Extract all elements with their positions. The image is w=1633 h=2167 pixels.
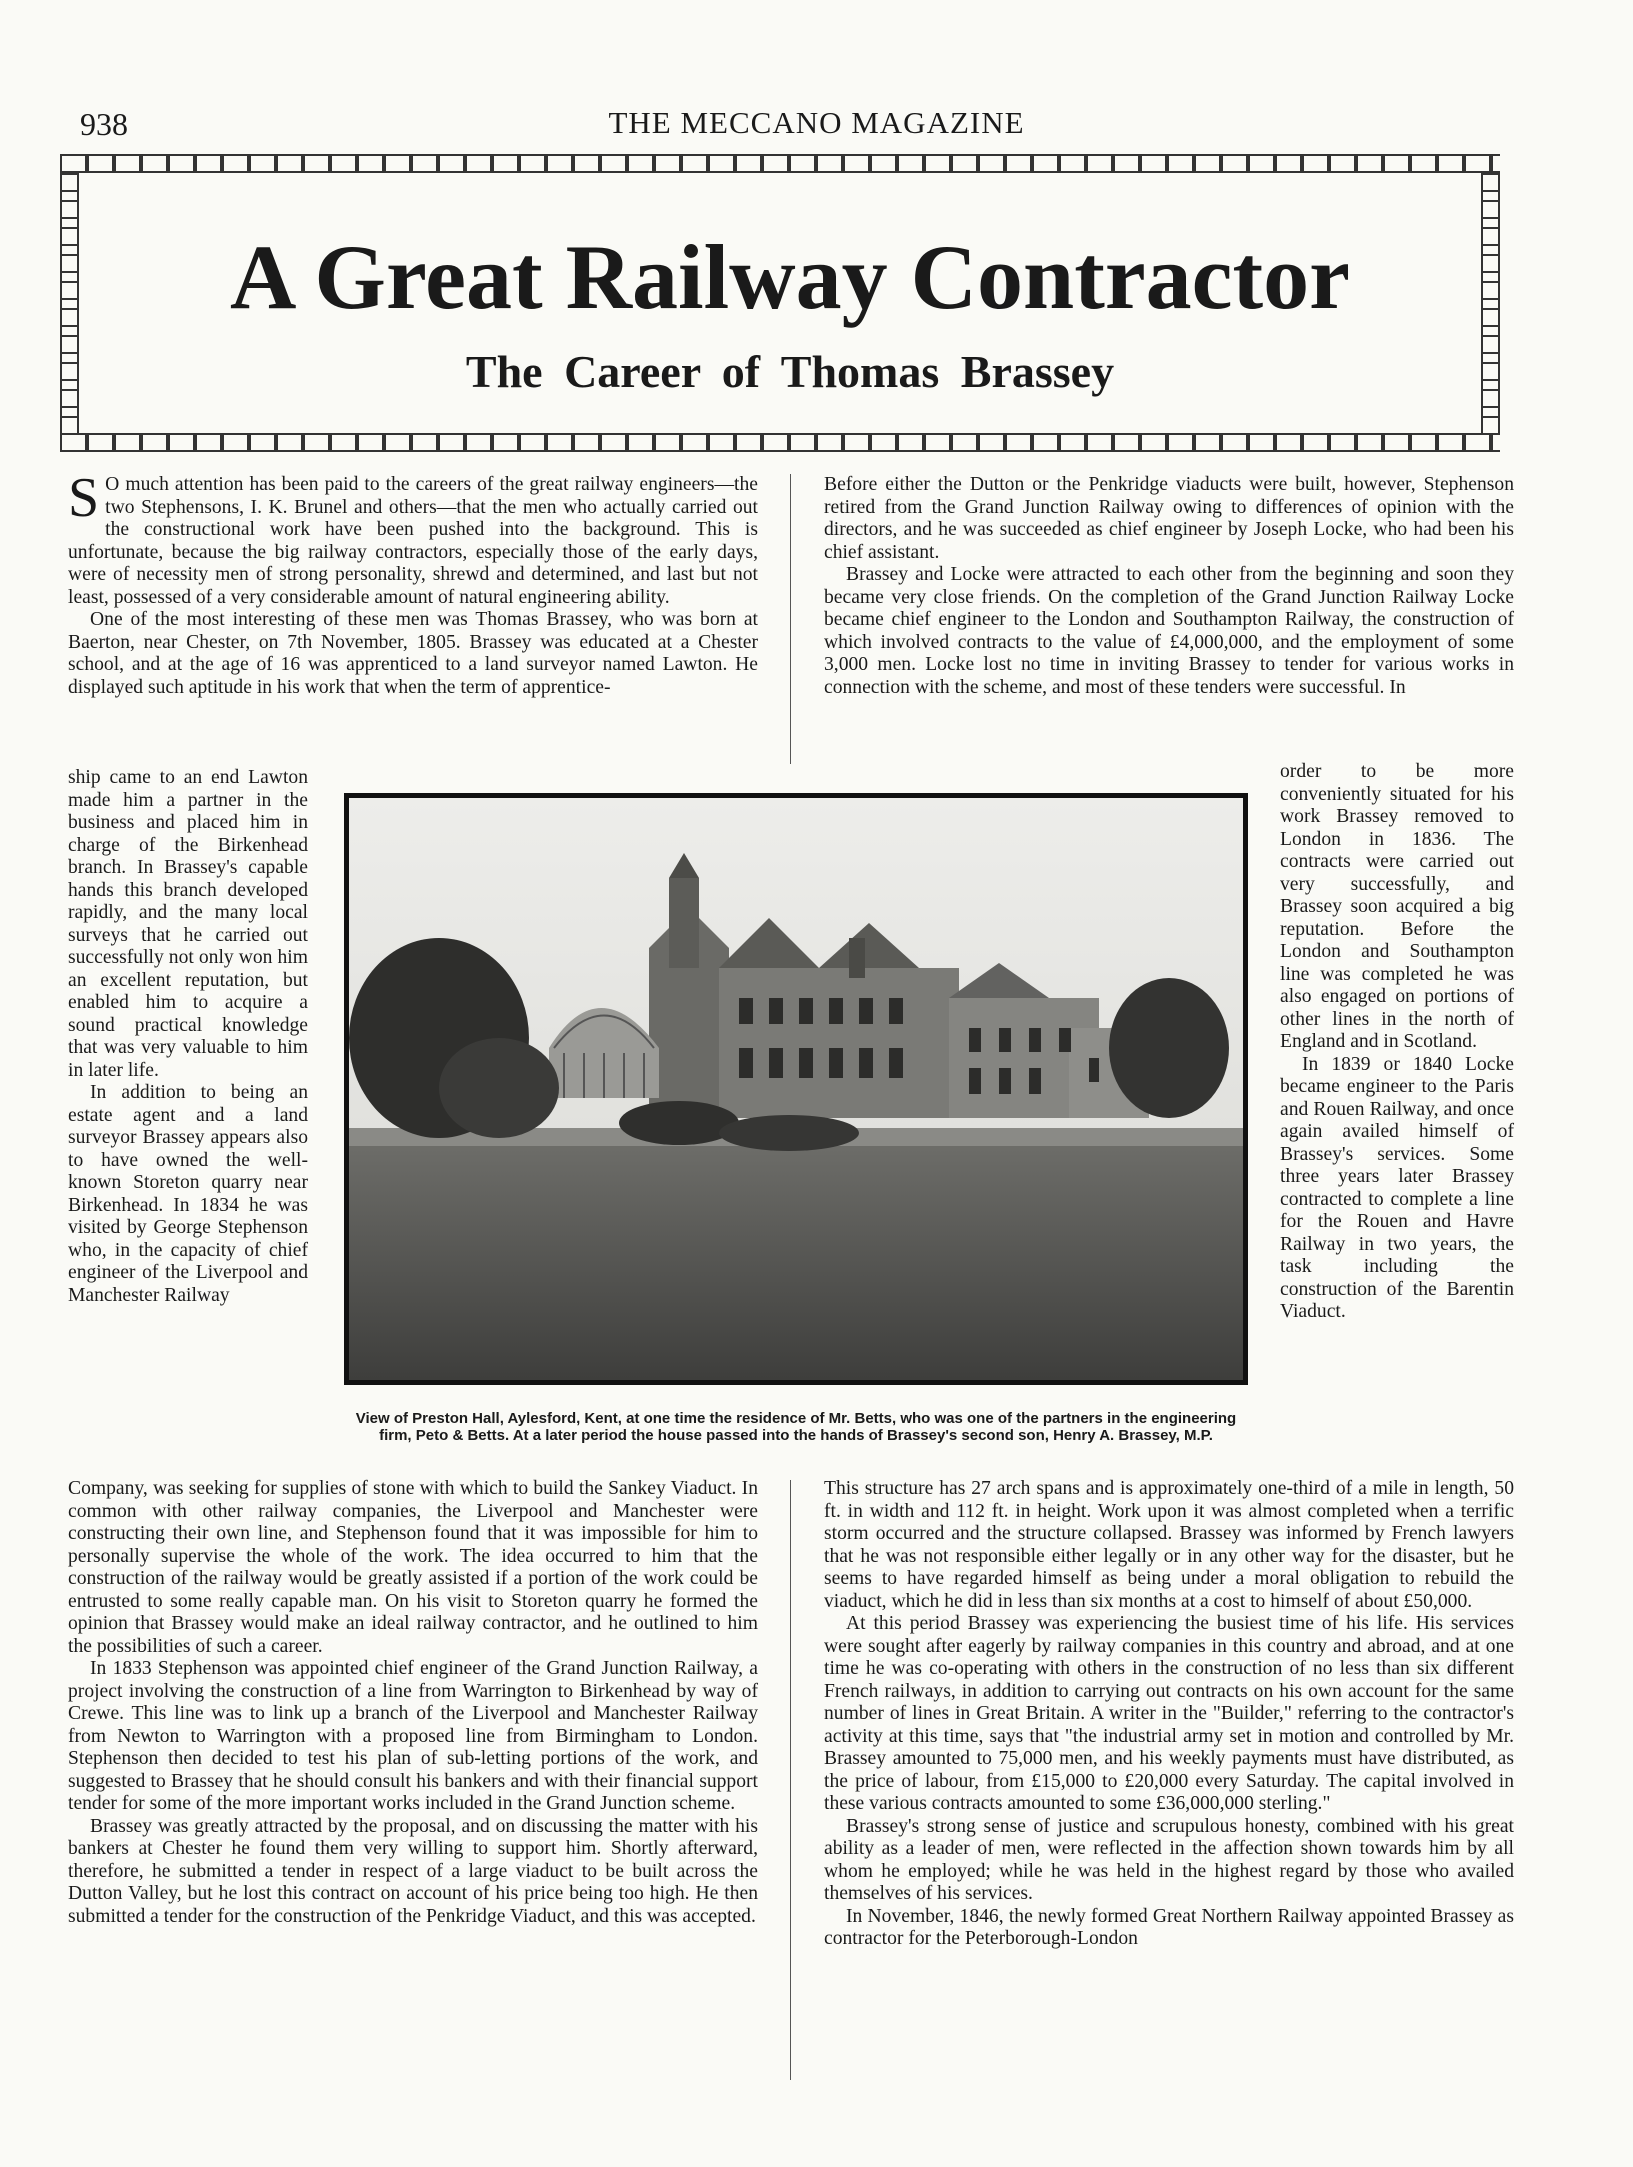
column-divider [790,474,791,764]
frame-left-border [60,173,79,433]
frame-right-border [1481,173,1500,433]
paragraph: order to be more conveniently situated for his work Brassey removed to London in 1836. The contracts were carried out very successfully, and Brassey soon acquired a big reputation. Before the London and Southampton line was completed he was also engaged on portions of other lines in the north of England and in Scotland. [1280,761,1514,1052]
paragraph: One of the most interesting of these men was Thomas Brassey, who was born at Baerton, near Chester, on 7th November, 1805. Brassey was educated at a Chester school, and at the age of 16 was apprenticed to a land surveyor named Lawton. He displayed such aptitude in his work that when the term of apprentice- [68,609,758,698]
left-column-bottom [68,1478,758,1928]
paragraph: Brassey was greatly attracted by the proposal, and on discussing the matter with his bankers at Chester he found them very willing to support him. Shortly afterward, therefore, he submitted a tender in respect of a large viaduct to be built across the Dutton Valley, but he lost this contract on account of his price being too high. He then submitted a tender for the construction of the Penkridge Viaduct, and this was accepted. [68,1815,758,1927]
paragraph: Company, was seeking for supplies of stone with which to build the Sankey Viaduct. In common with other railway companies, the Liverpool and Manchester were constructing their own line, and Stephenson found that it was impossible for him to personally supervise the whole of the work. The idea occurred to him that the construction of the railway would be greatly assisted if a portion of the work could be entrusted to some really capable man. On his visit to Storeton quarry he formed the opinion that Brassey would make an ideal railway contractor, and he outlined to him the possibilities of such a career. [68,1478,758,1657]
right-column-narrow [1280,761,1514,1324]
photo-caption: View of Preston Hall, Aylesford, Kent, at one time the residence of Mr. Betts, who was one of the partners in the engineering firm, Peto & Betts. At a later period the house passed into the hands of Brassey's second son, Henry A. Brassey, M.P. [355,1410,1237,1444]
paragraph: In addition to being an estate agent and a land surveyor Brassey appears also to have owned the well-known Storeton quarry near Birkenhead. In 1834 he was visited by George Stephenson who, in the capacity of chief engineer of the Liverpool and Manchester Railway [68,1082,308,1306]
paragraph: Brassey and Locke were attracted to each other from the beginning and soon they became very close friends. On the completion of the Grand Junction Railway Locke became chief engineer to the London and Southampton Railway, the construction of which involved contracts to the value of £4,000,000, and the employment of some 3,000 men. Locke lost no time in inviting Brassey to tender for various works in connection with the scheme, and most of these tenders were successful. In [824,564,1514,698]
right-column-bottom [824,1478,1514,1951]
paragraph: In 1839 or 1840 Locke became engineer to the Paris and Rouen Railway, and once again availed himself of Brassey's services. Some three years later Brassey contracted to complete a line for the Rouen and Havre Railway in two years, the task including the construction of the Barentin Viaduct. [1280,1053,1514,1322]
paragraph: In November, 1846, the newly formed Great Northern Railway appointed Brassey as contractor for the Peterborough-London [824,1905,1514,1949]
drop-cap: S [68,467,100,529]
magazine-title: THE MECCANO MAGAZINE [608,105,1025,140]
left-column-top [68,467,758,699]
paragraph: ship came to an end Lawton made him a partner in the business and placed him in charge of the Birkenhead branch. In Brassey's capable hands this branch developed rapidly, and the many local surveys that he carried out successfully not only won him an excellent reputation, but enabled him to acquire a sound practical knowledge that was very valuable to him in later life. [68,767,308,1081]
column-divider [790,1480,791,2080]
right-column-top [824,474,1514,699]
paragraph: Brassey's strong sense of justice and scrupulous honesty, combined with his great ability as a leader of men, were reflected in the affection shown towards him by all whom he employed; while he was held in the highest regard by those who availed themselves of his services. [824,1815,1514,1904]
paragraph [68,467,758,609]
preston-hall-photo [344,793,1248,1385]
paragraph-text: O much attention has been paid to the careers of the great railway engineers—the two Stephensons, I. K. Brunel and others—that the men who actually carried out the constructional work have been pushed into the background. This is unfortunate, because the big railway contractors, especially those of the early days, were of necessity men of strong personality, shrewd and determined, and last but not least, possessed of a very considerable amount of natural engineering ability. [68,474,758,608]
frame-top-border [60,154,1500,173]
page-number: 938 [80,106,128,142]
left-column-narrow [68,767,308,1307]
paragraph: At this period Brassey was experiencing the busiest time of his life. His services were sought after eagerly by railway companies in this country and abroad, and at one time he was co-operating with others in the construction of no less than six different French railways, in addition to carrying out contracts on his own account for the same number of lines in Great Britain. A writer in the "Builder," referring to the contractor's activity at this time, says that "the industrial army set in motion and controlled by Mr. Brassey amounted to 75,000 men, and his weekly payments must have distributed, as the price of labour, from £15,000 to £20,000 every Saturday. The capital involved in these various contracts amounted to some £36,000,000 sterling." [824,1613,1514,1814]
house-illustration [349,798,1243,1380]
paragraph: Before either the Dutton or the Penkridge viaducts were built, however, Stephenson retired from the Grand Junction Railway owing to differences of opinion with the directors, and he was succeeded as chief engineer by Joseph Locke, who had been his chief assistant. [824,474,1514,563]
article-title: A Great Railway Contractor [230,226,1350,328]
paragraph: In 1833 Stephenson was appointed chief engineer of the Grand Junction Railway, a project involving the construction of a line from Warrington to Birkenhead by way of Crewe. This line was to link up a branch of the Liverpool and Manchester Railway from Newton to Warrington with a proposed line from Birmingham to London. Stephenson then decided to test his plan of sub-letting portions of the work, and suggested to Brassey that he should consult his bankers and with their financial support tender for some of the more important works included in the Grand Junction scheme. [68,1658,758,1814]
article-subtitle: The Career of Thomas Brassey [465,346,1115,397]
frame-bottom-border [60,433,1500,452]
paragraph: This structure has 27 arch spans and is approximately one-third of a mile in length, 50 ft. in width and 112 ft. in height. Work upon it was almost completed when a terrific storm occurred and the structure collapsed. Brassey was informed by French lawyers that he was not responsible either legally or in any other way for the disaster, but he seems to have regarded himself as being under a moral obligation to rebuild the viaduct, which he did in less than six months at a cost to himself of about £50,000. [824,1478,1514,1612]
